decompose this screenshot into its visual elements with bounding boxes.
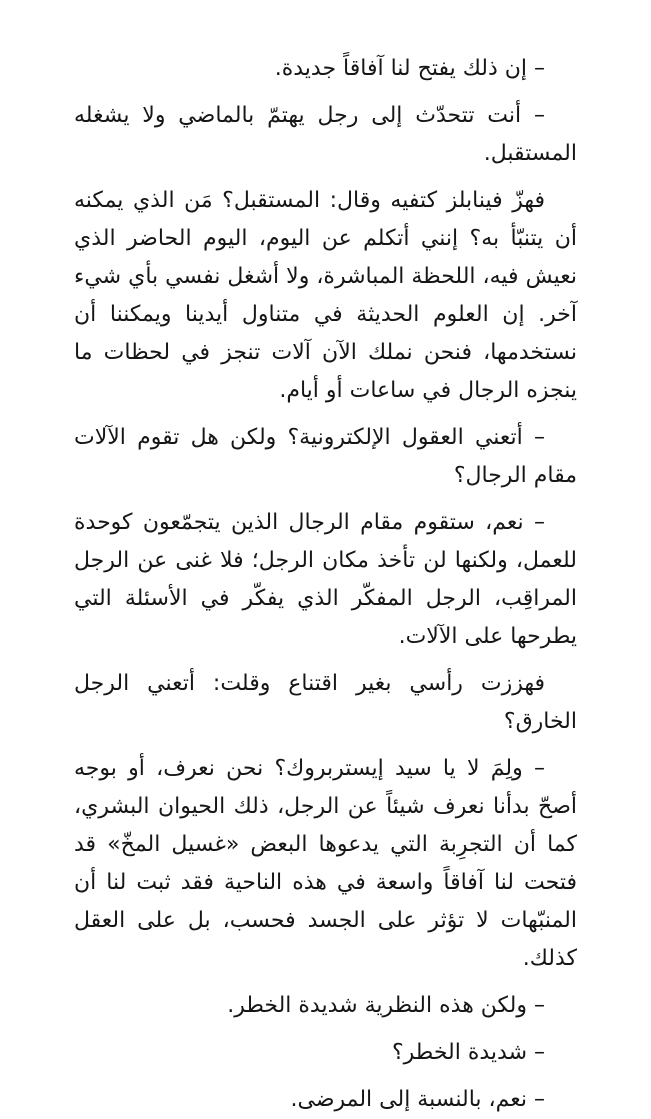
dialogue-paragraph: – إن ذلك يفتح لنا آفاقاً جديدة. — [274, 56, 545, 81]
narration-paragraph: فهزّ فينابلز كتفيه وقال: المستقبل؟ مَن الذي يمكنه أن يتنبّأ به؟ إنني أتكلم عن اليوم، اليوم الحاضر الذي نعيش فيه، اللحظة المباشرة، ولا أشغل نفسي بأي شيء آخر. إن العلوم الحديثة في متناول أيدينا ويمكننا أن نستخدمها، فنحن نملك الآن آلات تنجز في لحظات ما ينجزه الرجال في ساعات أو أيام. — [73, 188, 577, 403]
narration-paragraph: فهززت رأسي بغير اقتناع وقلت: أتعني الرجل الخارق؟ — [74, 671, 577, 734]
dialogue-paragraph: – نعم، بالنسبة إلى المرضى. — [290, 1087, 545, 1112]
dialogue-paragraph: – نعم، ستقوم مقام الرجال الذين يتجمّعون كوحدة للعمل، ولكنها لن تأخذ مكان الرجل؛ فلا غنى عن الرجل المراقِب، الرجل المفكّر الذي يفكّر في الأسئلة التي يطرحها على الآلات. — [74, 510, 577, 649]
dialogue-paragraph: – ولكن هذه النظرية شديدة الخطر. — [227, 993, 545, 1018]
dialogue-paragraph: – شديدة الخطر؟ — [391, 1040, 545, 1065]
dialogue-paragraph: – ولِمَ لا يا سيد إيستربروك؟ نحن نعرف، أو بوجه أصحّ بدأنا نعرف شيئاً عن الرجل، ذلك الحيوان البشري، كما أن التجرِبة التي يدعوها البعض «غسيل المخّ» قد فتحت لنا آفاقاً واسعة في هذه الناحية فقد ثبت لنا أن المنبّهات لا تؤثر على الجسد فحسب، بل على العقل كذلك. — [74, 756, 577, 971]
dialogue-paragraph: – أنت تتحدّث إلى رجل يهتمّ بالماضي ولا يشغله المستقبل. — [74, 103, 577, 166]
dialogue-paragraph: – أتعني العقول الإلكترونية؟ ولكن هل تقوم الآلات مقام الرجال؟ — [74, 425, 577, 488]
